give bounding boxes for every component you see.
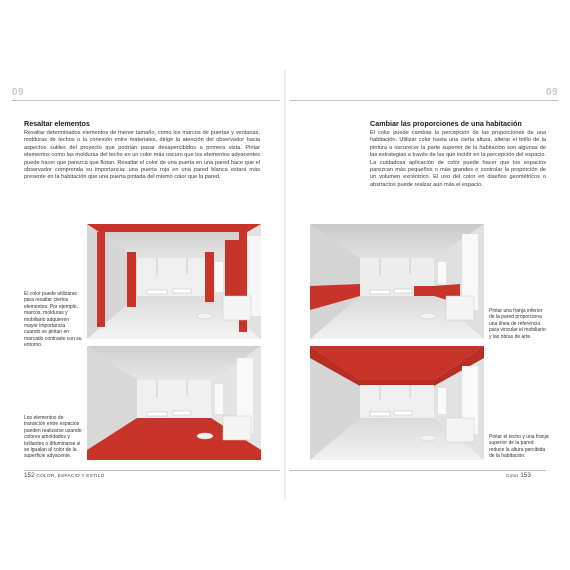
bottom-rule-left — [24, 470, 280, 471]
page-number-left: 152 — [24, 472, 35, 479]
room-render-red-frames — [87, 224, 261, 339]
body-text-right — [370, 130, 546, 189]
footer-right — [506, 472, 531, 479]
running-title-left: COLOR, ESPACIO Y ESTILO — [36, 474, 105, 479]
top-rule-right — [290, 100, 558, 101]
chapter-number-right: 09 — [546, 87, 559, 98]
caption-bottom-right: Pintar el techo y una franja superior de la pared reduce la altura percibida de la habitación. — [489, 434, 549, 460]
body-text-left — [24, 130, 260, 182]
paragraph: Resaltar determinados elementos de menor tamaño, como los marcos de puertas y ventanas, molduras de techos o la conexión entre materiales, dirige la atención del observador hacia aspectos sutiles del proyecto que podrían pasar desapercibidos a primera vista. Pintar elementos como las molduras del techo en un color más oscuro que los elementos adyacentes puede hacer que parezca que flotan. Resaltar el color de una puerta en una pared hace que el observador comprenda su importancia: una puerta roja en una pared blanca estará más presente en la habitación que una puerta pintada del mismo color que la pared. — [24, 130, 260, 181]
heading-right: Cambiar las proporciones de una habitación — [370, 119, 522, 128]
footer-left — [24, 472, 105, 479]
caption-top-right: Pintar una franja inferior de la pared proporciona una línea de referencia para vincular el mobiliario y las obras de arte. — [489, 308, 546, 340]
room-render-red-floor — [87, 346, 261, 460]
chapter-number-left: 09 — [12, 87, 25, 98]
book-spine — [284, 70, 286, 500]
page-number-right: 153 — [520, 472, 531, 479]
top-rule-left — [12, 100, 280, 101]
paragraph: El color puede cambiar la percepción de las proporciones de una habitación. Utilizar color hasta una cierta altura, alterar el brillo de la pintura u oscurecer la parte superior de la habitación son algunas de las estrategias a través de las que incidir en la percepción del espacio. La cuidadosa aplicación de color puede hacer que los espacios parezcan más pequeños o más grandes o controlar la proporción de un volumen excéntrico. El uso del color en diseños geométricos o abstractos puede realzar aún más el espacio. — [370, 130, 546, 188]
bottom-rule-right — [290, 470, 546, 471]
room-render-red-lower-band — [310, 224, 484, 339]
room-render-red-ceiling — [310, 346, 484, 460]
running-title-right: Color — [506, 474, 519, 479]
heading-left: Resaltar elementos — [24, 119, 90, 128]
caption-bottom-left: Los elementos de transición entre espacios pueden realizarse usando colores amoldados y brillantes o difuminarse si se igualan al color de la superficie adyacente. — [24, 415, 82, 460]
caption-top-left: El color puede utilizarse para resaltar ciertos elementos. Por ejemplo, marcos, molduras y mobiliario adquieren mayor importancia cuando se pintan en marcado contraste con su entorno. — [24, 291, 82, 349]
